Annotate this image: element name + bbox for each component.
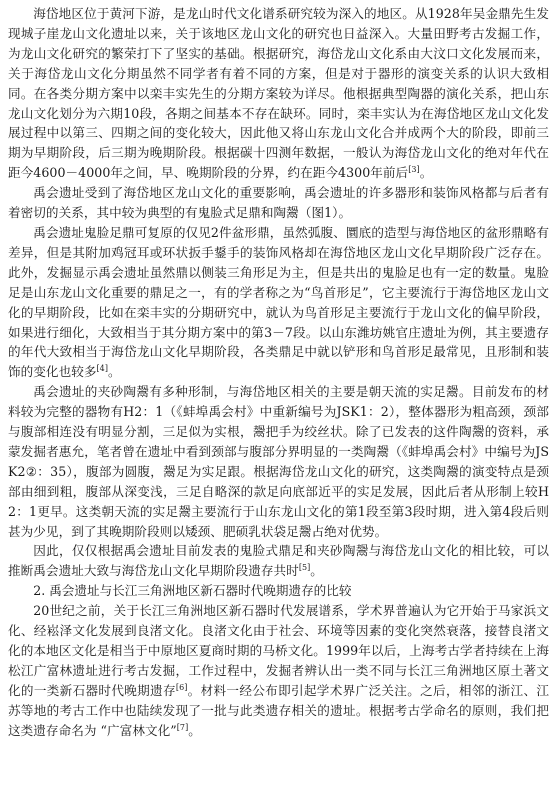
- paragraph-tail: 。: [310, 563, 323, 579]
- section-heading: 2. 禹会遗址与长江三角洲地区新石器时代晚期遗存的比较: [33, 583, 352, 599]
- paragraph-tail: 。材料一经公布即引起学术界广泛关注。之后，相邻的浙江、江苏等地的考古工作中也陆续发现了一批与此类遗存相关的遗址。根据考古学命名的原则，我们把这类遗存命名为 “广富林文化”: [8, 682, 550, 738]
- citation-ref: [3]: [408, 165, 420, 175]
- citation-ref: [4]: [96, 364, 108, 374]
- paragraph-text: 禹会遗址受到了海岱地区龙山文化的重要影响，禹会遗址的许多器形和装饰风格都与后者有着密切的关系，其中较为典型的有鬼脸式足鼎和陶鬶（图1）。: [8, 185, 549, 221]
- paragraph-gui-pottery: [8, 382, 549, 541]
- paragraph-conclusion: [8, 541, 549, 581]
- paragraph-text: 20世纪之前，关于长江三角洲地区新石器时代发展谱系，学术界普遍认为它开始于马家浜文化、经崧泽文化发展到良渚文化。良渚文化由于社会、环境等因素的变化突然衰落，接替良渚文化的本地区文化是相当于中原地区夏商时期的马桥文化。1999年以后，上海考古学者持续在上海松江广富林遗址进行考古发掘，工作过程中，发掘者辨认出一类不同与长江三角洲地区原土著文化的一类新石器时代晚期遗存: [8, 603, 549, 698]
- paragraph-tail: 。: [108, 364, 121, 380]
- paragraph-text: 海岱地区位于黄河下游，是龙山时代文化谱系研究较为深入的地区。从1928年吴金鼎先生发现城子崖龙山文化遗址以来，关于该地区龙山文化的研究也日益深入。大量田野考古发掘工作，为龙山文化研究的繁荣打下了坚实的基础。根据研究，海岱龙山文化系由大汶口文化发展而来，关于海岱龙山文化分期虽然不同学者有着不同的方案，但是对于器形的演变关系的认识大致相同。在各类分期方案中以栾丰实先生的分期方案较为详尽。他根据典型陶器的演化关系，把山东龙山文化划分为六期10段，各期之间基本不存在缺环。同时，栾丰实认为在海岱地区龙山文化发展过程中以第三、四期之间的变化较大，因此他又将山东龙山文化合并成两个大的阶段，即前三期为早期阶段，后三期为晚期阶段。根据碳十四测年数据，一般认为海岱龙山文化的绝对年代在距今4600－4000年之间，早、晚期阶段的分界，约在距今4300年前后: [8, 6, 549, 181]
- paragraph-tail: 。: [419, 165, 433, 181]
- paragraph-yangtze-delta: [8, 601, 549, 740]
- citation-ref: [5]: [298, 563, 311, 573]
- paragraph-text: 禹会遗址的夹砂陶鬶有多种形制，与海岱地区相关的主要是朝天流的实足鬶。目前发布的材料较为完整的器物有H2：1（《蚌埠禹会村》中重新编号为JSK1：2），整体器形为粗高颈，颈部与腹部相连没有明显分割，三足似为实根，鬶把手为绞丝状。除了已发表的这件陶鬶的资料，承蒙发掘者惠允，笔者曾在遗址中看到颈部与腹部分界明显的一类陶鬶（《蚌埠禹会村》中编号为JSK2②：35），腹部为圆腹，鬶足为实足跟。根据海岱龙山文化的研究，这类陶鬶的演变特点是颈部由细到粗，腹部从深变浅，三足自略深的款足向底部近平的实足发展，因此后者从形制上较H2：1更早。这类朝天流的实足鬶主要流行于山东龙山文化的第1段至第3段时期，进入第4段后则甚为少见，到了其晚期阶段则以矮颈、肥硕乳状袋足鬶占绝对优势。: [8, 384, 549, 539]
- paragraph-yuhui-influence: [8, 183, 549, 223]
- paragraph-haidai-intro: [8, 4, 549, 183]
- citation-ref: [7]: [176, 722, 189, 732]
- citation-ref: [6]: [175, 682, 188, 692]
- paragraph-text: 禹会遗址鬼脸足鼎可复原的仅见2件盆形鼎，虽然弧腹、圜底的造型与海岱地区的盆形鼎略有差异，但是其附加鸡冠耳或环状扳手鋬手的装饰风格却在海岱地区龙山文化早期阶段广泛存在。此外，发掘显示禹会遗址虽然鼎以侧装三角形足为主，但是共出的鬼脸足也有一定的数量。鬼脸足是山东龙山文化重要的鼎足之一，有的学者称之为“鸟首形足”，它主要流行于海岱地区龙山文化的早期阶段，比如在栾丰实的分期研究中，就认为鸟首形足主要流行于龙山文化的偏早阶段，如果进行细化，大致相当于其分期方案中的第3－7段。以山东潍坊姚官庄遗址为例，其主要遗存的年代大致相当于海岱龙山文化早期阶段，各类鼎足中就以铲形和鸟首形足最常见，且形制和装饰的变化也较多: [8, 224, 549, 380]
- paragraph-tail: 。: [188, 722, 201, 738]
- paragraph-text: 因此，仅仅根据禹会遗址目前发表的鬼脸式鼎足和夹砂陶鬶与海岱龙山文化的相比较，可以推断禹会遗址大致与海岱龙山文化早期阶段遗存共时: [8, 543, 549, 579]
- paragraph-ghost-face-ding: [8, 223, 549, 382]
